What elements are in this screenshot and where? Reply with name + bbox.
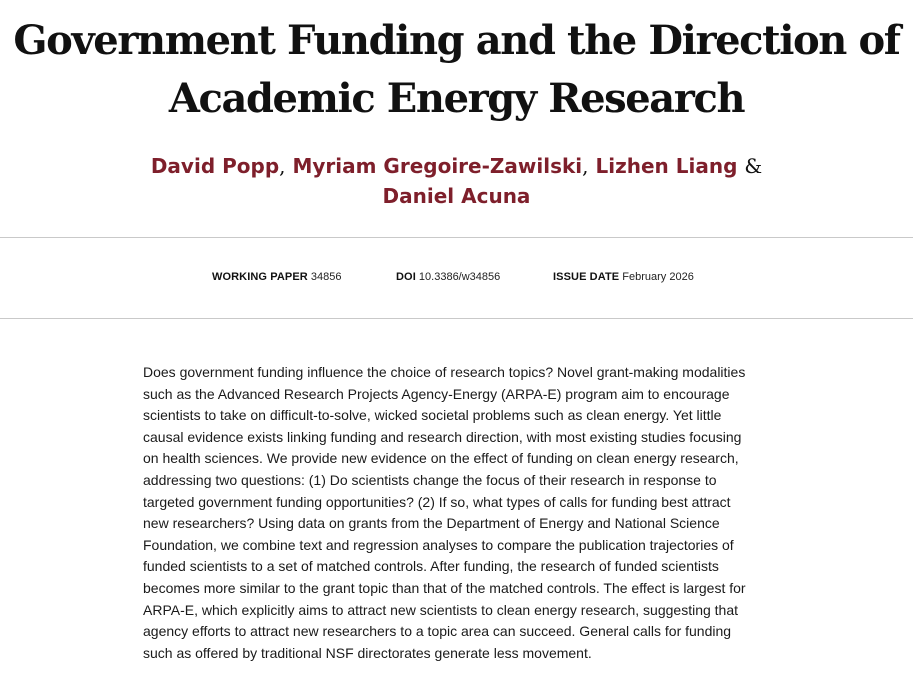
author-separator: , [279,154,286,178]
abstract-line: targeted government funding opportunities? (2) If so, what types of calls for funding best attract [143,493,731,510]
author-link-lizhen-liang[interactable]: Lizhen Liang [595,154,738,178]
author-list [0,151,913,211]
abstract-line: causal evidence exists linking funding and research direction, with most existing studies focusing [143,428,742,445]
abstract-line: on health sciences. We provide new evidence on the effect of funding on clean energy research, [143,450,739,467]
author-separator: , [582,154,589,178]
abstract-line: new researchers? Using data on grants from the Department of Energy and National Science [143,515,720,532]
title-line: Academic Energy Research [168,75,745,122]
author-separator: & [744,154,763,178]
abstract-line: such as the Advanced Research Projects Agency-Energy (ARPA-E) program aim to encourage [143,385,730,402]
abstract-line: funded scientists to a set of matched controls. After funding, the research of funded scientists [143,558,719,575]
working-paper-number [212,270,341,284]
abstract-line: Foundation, we combine text and regression analyses to compare the publication trajectories of [143,536,734,553]
author-link-daniel-acuna[interactable]: Daniel Acuna [382,184,531,208]
page-title [0,12,913,128]
title-line: Government Funding and the Direction of [13,17,900,64]
working-paper-value: 34856 [310,271,342,283]
author-link-david-popp[interactable]: David Popp [150,154,280,178]
divider-bottom [0,318,913,319]
doi-label: DOI [396,271,416,283]
working-paper-label: WORKING PAPER [212,271,308,283]
doi-value: 10.3386/w34856 [418,271,501,283]
abstract-line: agency efforts to attract new researchers to a topic area can succeed. General calls for funding [143,623,732,640]
issue-date [553,270,694,284]
issue-date-value: February 2026 [622,271,694,283]
abstract [143,362,773,664]
divider-top [0,237,913,238]
issue-date-label: ISSUE DATE [553,271,620,283]
abstract-line: ARPA-E, which explicitly aims to attract new scientists to clean energy research, suggesting that [143,601,739,618]
author-link-myriam-gregoire-zawilski[interactable]: Myriam Gregoire-Zawilski [292,154,583,178]
abstract-line: becomes more similar to the grant topic than that of the matched controls. The effect is largest for [143,579,746,596]
abstract-line: such as offered by traditional NSF directorates generate less movement. [143,644,592,661]
abstract-line: scientists to take on difficult-to-solve, wicked societal problems such as clean energy. Yet little [143,407,722,424]
abstract-line: addressing two questions: (1) Do scientists change the focus of their research in response to [143,471,717,488]
doi [396,270,500,284]
abstract-line: Does government funding influence the choice of research topics? Novel grant-making modalities [143,364,746,380]
